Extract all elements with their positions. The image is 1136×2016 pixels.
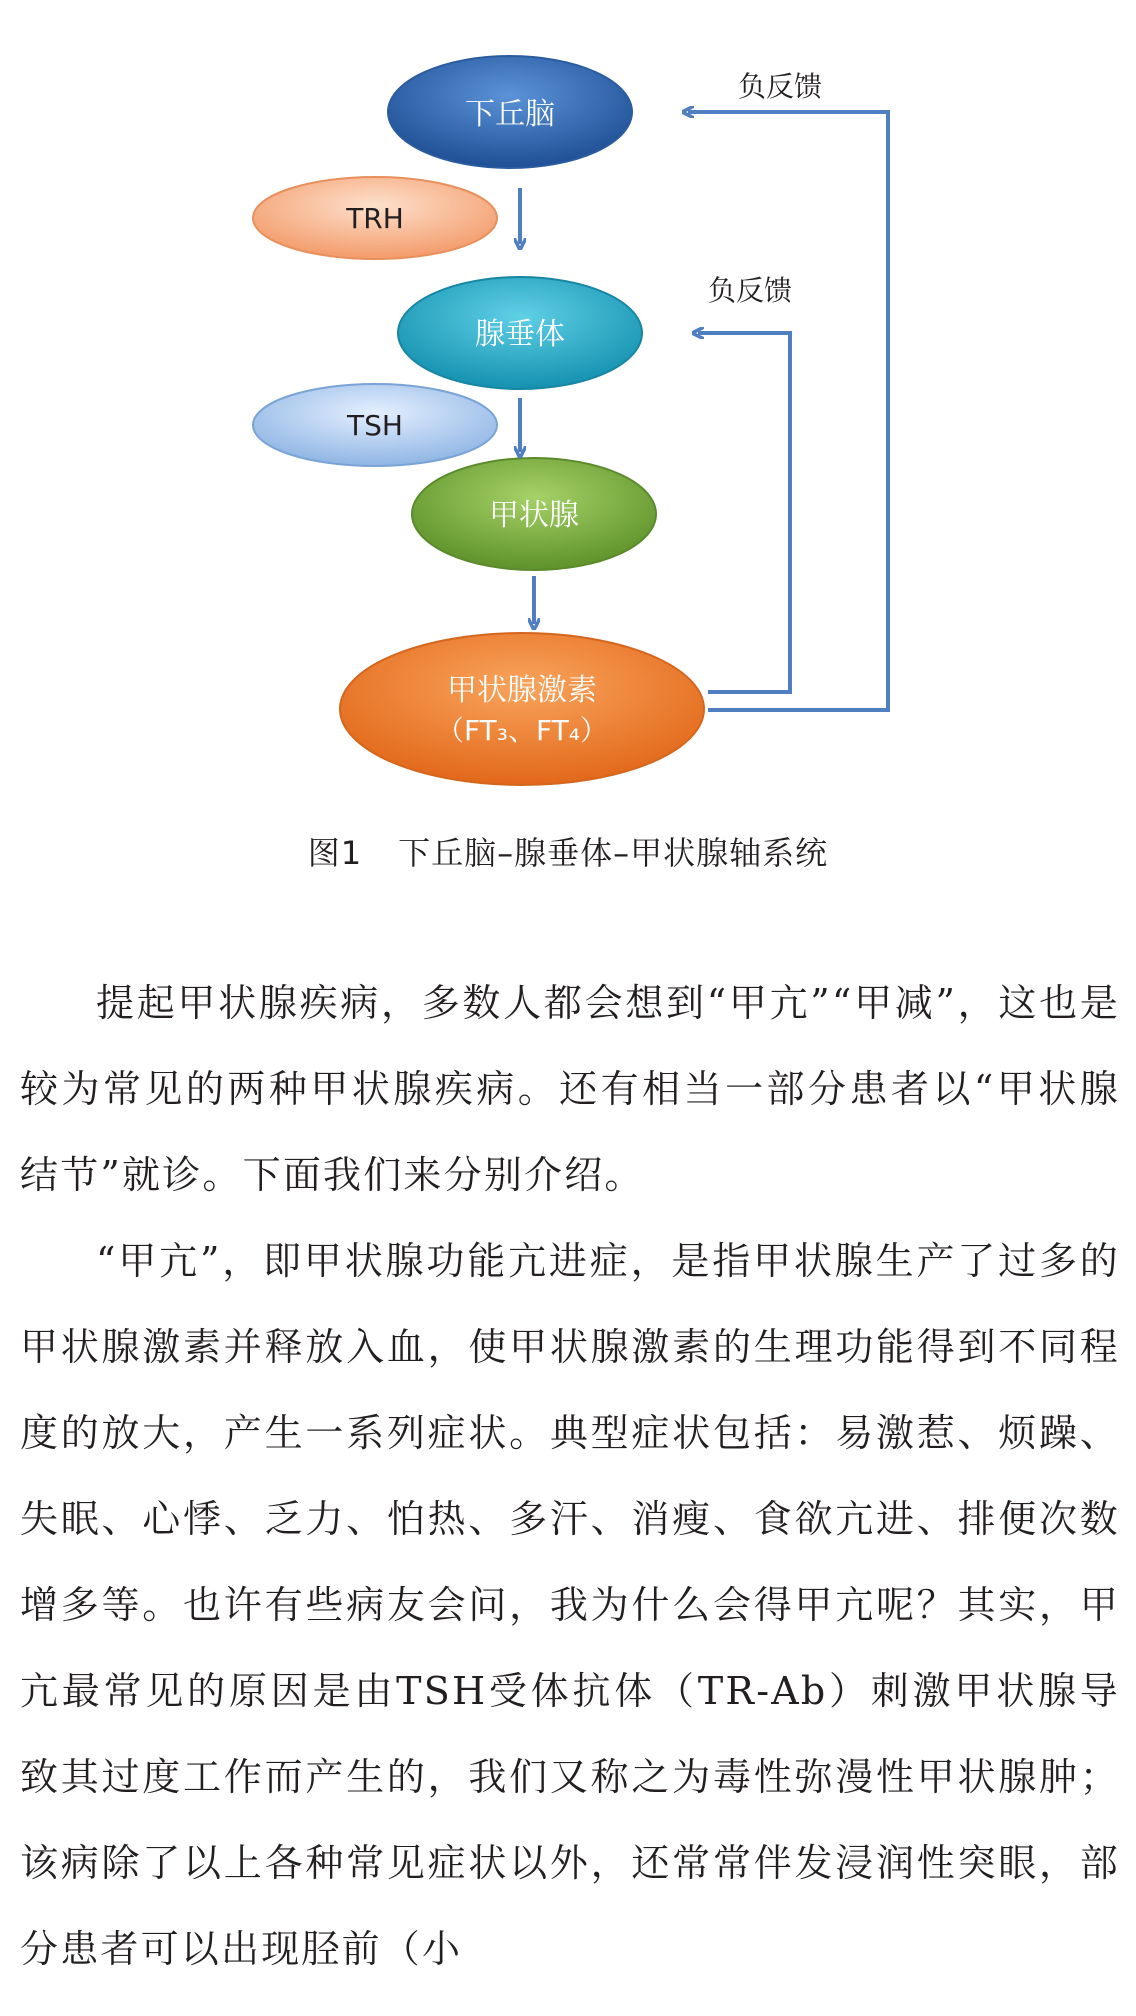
hpt-axis-diagram	[0, 0, 1136, 810]
pituitary-label: 腺垂体	[475, 317, 565, 352]
figure-number: 图1	[307, 834, 363, 872]
tsh-label: TSH	[347, 409, 403, 442]
inner-feedback-label: 负反馈	[707, 274, 793, 307]
figure-caption	[0, 828, 1136, 874]
article-body	[20, 960, 1120, 1992]
hypothalamus-node	[388, 56, 632, 168]
hypothalamus-label: 下丘脑	[465, 97, 555, 132]
paragraph-intro: 提起甲状腺疾病，多数人都会想到“甲亢”“甲减”，这也是较为常见的两种甲状腺疾病。还有相当一部分患者以“甲状腺结节”就诊。下面我们来分别介绍。	[20, 981, 1120, 1197]
trh-label: TRH	[346, 202, 404, 235]
tsh-node	[253, 384, 497, 466]
thyroid-node	[412, 458, 656, 570]
pituitary-node	[398, 277, 642, 389]
thyroid-hormone-label-line1: 甲状腺激素	[447, 673, 597, 708]
outer-feedback-label: 负反馈	[737, 70, 823, 103]
paragraph-hyperthyroidism: “甲亢”，即甲状腺功能亢进症，是指甲状腺生产了过多的甲状腺激素并释放入血，使甲状腺激素的生理功能得到不同程度的放大，产生一系列症状。典型症状包括：易激惹、烦躁、失眠、心悸、乏力、怕热、多汗、消瘦、食欲亢进、排便次数增多等。也许有些病友会问，我为什么会得甲亢呢？其实，甲亢最常见的原因是由TSH受体抗体（TR-Ab）刺激甲状腺导致其过度工作而产生的，我们又称之为毒性弥漫性甲状腺肿；该病除了以上各种常见症状以外，还常常伴发浸润性突眼，部分患者可以出现胫前（小	[20, 1239, 1120, 1971]
thyroid-hormone-label-line2: （FT₃、FT₄）	[436, 714, 608, 747]
trh-node	[253, 177, 497, 259]
figure-title: 下丘脑–腺垂体–甲状腺轴系统	[398, 834, 829, 872]
inner-feedback-arrow	[698, 333, 790, 692]
thyroid-hormone-node	[340, 633, 704, 785]
thyroid-label: 甲状腺	[489, 498, 579, 533]
